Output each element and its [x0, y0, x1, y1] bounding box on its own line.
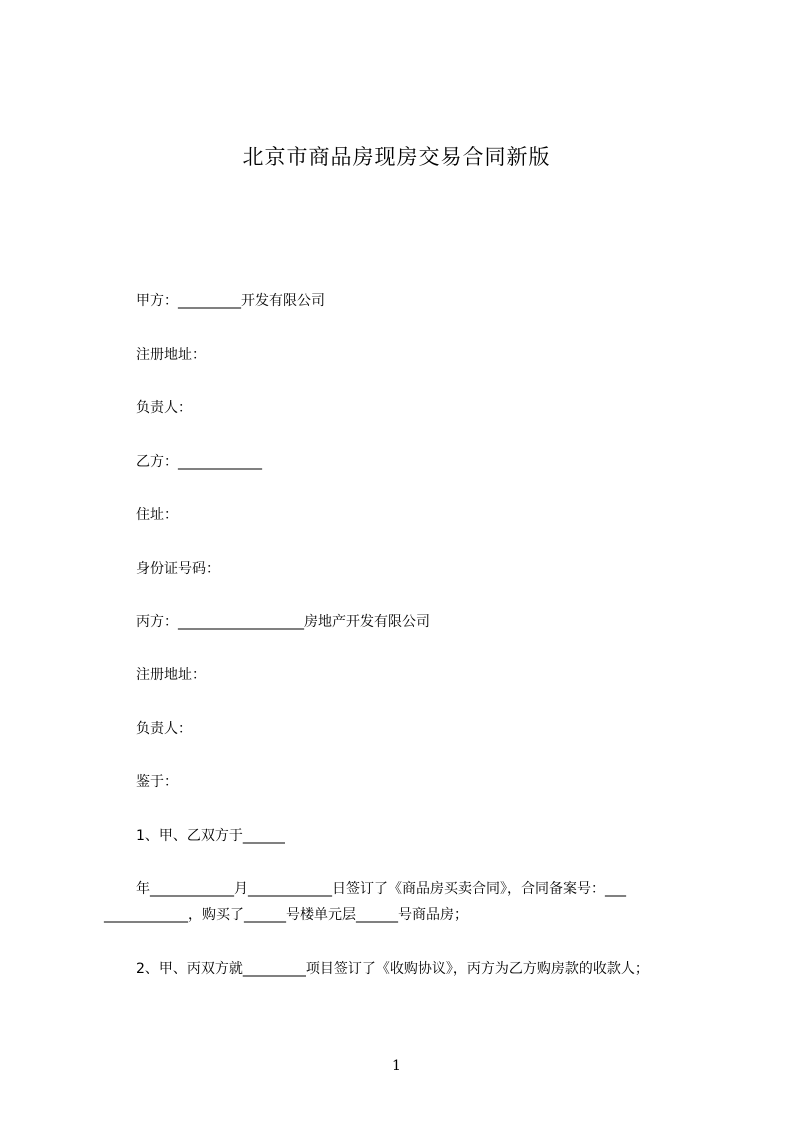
party-c-representative-line: 负责人： — [136, 721, 192, 737]
party-a-representative-line: 负责人： — [136, 400, 192, 416]
party-a-line: 甲方：_________开发有限公司 — [136, 293, 325, 309]
clause-1-line: 1、甲、乙双方于______ — [136, 828, 285, 844]
party-b-line: 乙方：____________ — [136, 454, 262, 470]
page-number: 1 — [392, 1058, 401, 1074]
whereas-heading: 鉴于： — [136, 774, 178, 790]
party-b-address-line: 住址： — [136, 507, 178, 523]
party-a-address-line: 注册地址： — [136, 347, 206, 363]
clause-1-continuation-line: ____________，购买了______号楼单元层______号商品房； — [104, 907, 468, 923]
party-c-line: 丙方：__________________房地产开发有限公司 — [136, 614, 430, 630]
document-title: 北京市商品房现房交易合同新版 — [242, 145, 551, 169]
clause-1-date-line: 年____________月____________日签订了《商品房买卖合同》，合同备案号：___ — [136, 881, 626, 897]
party-c-address-line: 注册地址： — [136, 667, 206, 683]
clause-2-line: 2、甲、丙双方就_________项目签订了《收购协议》，丙方为乙方购房款的收款人； — [136, 961, 649, 977]
party-b-id-line: 身份证号码： — [136, 561, 220, 577]
